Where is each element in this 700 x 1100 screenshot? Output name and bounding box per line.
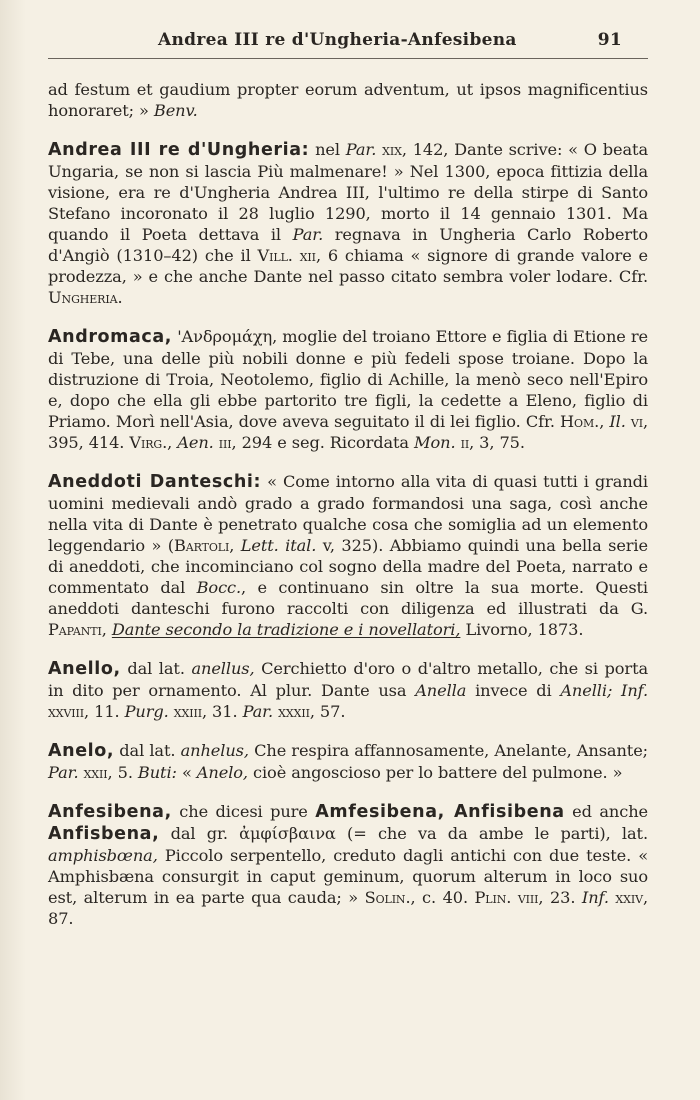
headword-variant: Anfisbena, [48,824,160,844]
headword: Anelo, [48,741,115,761]
cross-reference: Ungheria. [48,288,123,307]
entry-anello: Anello, dal lat. anellus, Cerchietto d'oro o d'altro metallo, che si porta in dito per ornamento. Al plur. Dante usa Anella invece di Anelli; Inf. xxviii, 11. Purg. xxiii, 31. Par. xxxii, 57. [48,659,649,721]
page-edge-shadow [0,0,26,1100]
intro-continuation: ad festum et gaudium propter eorum adventum, ut ipsos magnificentius honoraret; » Benv. [48,80,648,120]
headword: Anfesibena, [48,802,172,822]
dictionary-page [48,30,648,929]
entry-anelo: Anelo, dal lat. anhelus, Che respira affannosamente, Anelante, Ansante; Par. xxii, 5. Buti: « Anelo, cioè angoscioso per lo battere del pulmone. » [48,741,649,782]
headword: Anello, [48,659,121,679]
entry-aneddoti-danteschi: Aneddoti Danteschi: « Come intorno alla vita di quasi tutti i grandi uomini medievali andò grado a grado formandosi una saga, così anche nella vita di Dante è penetrato qualche cosa che somiglia ad un elemento leggendario » (Bartoli, Lett. ital. v, 325). Abbiamo quindi una bella serie di aneddoti, che incominciano col sogno della madre del Poeta, narrato e commentato dal Bocc., e continuano sin oltre la sua morte. Questi aneddoti danteschi furono raccolti con diligenza ed illustrati da G. Papanti, Dante secondo la tradizione e i novellatori, Livorno, 1873. [48,472,649,639]
headword: Aneddoti Danteschi: [48,472,262,492]
entry-andrea-iii: Andrea III re d'Ungheria: nel Par. xix, 142, Dante scrive: « O beata Ungaria, se non si lascia Più malmenare! » Nel 1300, epoca fittizia della visione, era re d'Ungheria Andrea III, l'ultimo re della stirpe di Santo Stefano incoronato il 28 luglio 1290, morto il 14 gennaio 1301. Ma quando il Poeta dettava il Par. regnava in Ungheria Carlo Roberto d'Angiò (1310–42) che il Vill. xii, 6 chiama « signore di grande valore e prodezza, » e che anche Dante nel passo citato sembra voler lodare. Cfr. Ungheria. [48,140,649,307]
headword: Andromaca, [48,327,173,347]
running-title: Andrea III re d'Ungheria-Anfesibena [158,30,517,50]
header-rule [48,58,648,59]
entry-anfesibena: Anfesibena, che dicesi pure Amfesibena, Anfisibena ed anche Anfisbena, dal gr. ἀμφίσβαινα (= che va da ambe le parti), lat. amphisbœna, Piccolo serpentello, creduto dagli antichi con due teste. « Amphisbæna consurgit in caput geminum, quorum alterum in loco suo est, alterum in ea parte qua cauda; » Solin., c. 40. Plin. viii, 23. Inf. xxiv, 87. [48,802,649,928]
headword: Andrea III re d'Ungheria: [48,140,310,160]
page-number: 91 [597,30,622,50]
running-header [48,30,648,50]
source-ref: Benv. [153,101,198,120]
headword-variant: Amfesibena, Anfisibena [315,802,565,822]
entry-andromaca: Andromaca, 'Ανδρομάχη, moglie del troiano Ettore e figlia di Etione re di Tebe, una delle più nobili donne e più fedeli spose troiane. Dopo la distruzione di Troia, Neotolemo, figlio di Achille, la menò seco nell'Epiro e, dopo che ella gli ebbe partorito tre figli, la cedette a Eleno, figlio di Priamo. Morì nell'Asia, dove aveva seguitato il di lei figlio. Cfr. Hom., Il. vi, 395, 414. Virg., Aen. iii, 294 e seg. Ricordata Mon. ii, 3, 75. [48,327,649,452]
